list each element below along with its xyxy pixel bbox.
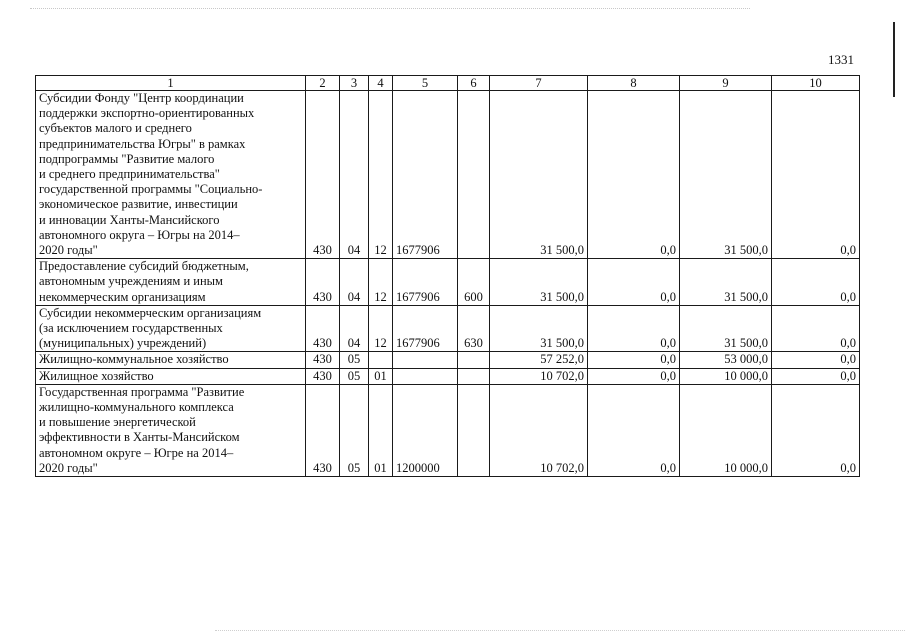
row-name-line: 2020 годы" — [39, 243, 98, 258]
subsection-cell: 01 — [369, 368, 393, 384]
amount-total-cell: 57 252,0 — [490, 352, 588, 368]
amount-col9-cell: 31 500,0 — [680, 259, 772, 306]
row-name-line: Государственная программа "Развитие — [39, 384, 245, 399]
amount-col8-cell: 0,0 — [588, 91, 680, 259]
column-header: 6 — [458, 76, 490, 91]
row-name-line: Предоставление субсидий бюджетным, — [39, 259, 249, 274]
subsection-cell: 12 — [369, 91, 393, 259]
kbk-admin-cell: 430 — [306, 384, 340, 476]
kbk-admin-cell: 430 — [306, 305, 340, 352]
section-cell: 04 — [340, 305, 369, 352]
row-name-line: автономном округе – Югре на 2014– — [39, 445, 234, 460]
subsection-cell: 12 — [369, 259, 393, 306]
column-header: 8 — [588, 76, 680, 91]
column-header: 5 — [393, 76, 458, 91]
table-row — [36, 91, 860, 259]
kbk-admin-cell: 430 — [306, 368, 340, 384]
amount-total-cell: 31 500,0 — [490, 305, 588, 352]
row-name-line: предпринимательства Югры" в рамках — [39, 136, 246, 151]
table-header-row — [36, 76, 860, 91]
row-name-cell — [36, 384, 306, 476]
expense-type-cell: 630 — [458, 305, 490, 352]
row-name-line: и среднего предпринимательства" — [39, 167, 220, 182]
column-header: 9 — [680, 76, 772, 91]
section-cell: 05 — [340, 368, 369, 384]
subsection-cell — [369, 352, 393, 368]
section-cell: 05 — [340, 384, 369, 476]
row-name-line: 2020 годы" — [39, 460, 98, 475]
amount-total-cell: 10 702,0 — [490, 384, 588, 476]
scan-artifact-top — [30, 8, 750, 10]
expense-type-cell — [458, 368, 490, 384]
row-name-line: автономного округа – Югры на 2014– — [39, 227, 240, 242]
row-name-line: субъектов малого и среднего — [39, 121, 192, 136]
row-name-line: Субсидии Фонду "Центр координации — [39, 91, 244, 105]
subsection-cell: 12 — [369, 305, 393, 352]
row-name-line: некоммерческим организациям — [39, 289, 206, 304]
section-cell: 05 — [340, 352, 369, 368]
amount-col8-cell: 0,0 — [588, 352, 680, 368]
row-name-line: Жилищное хозяйство — [39, 368, 154, 383]
row-name-cell — [36, 259, 306, 306]
expense-type-cell: 600 — [458, 259, 490, 306]
column-header: 1 — [36, 76, 306, 91]
amount-col10-cell: 0,0 — [772, 368, 860, 384]
column-header: 4 — [369, 76, 393, 91]
row-name-line: экономическое развитие, инвестиции — [39, 197, 238, 212]
target-item-cell — [393, 352, 458, 368]
amount-col9-cell: 31 500,0 — [680, 305, 772, 352]
kbk-admin-cell: 430 — [306, 352, 340, 368]
target-item-cell: 1677906 — [393, 91, 458, 259]
amount-col10-cell: 0,0 — [772, 352, 860, 368]
expense-type-cell — [458, 384, 490, 476]
table-row — [36, 384, 860, 476]
section-cell: 04 — [340, 259, 369, 306]
amount-col9-cell: 10 000,0 — [680, 384, 772, 476]
column-header: 10 — [772, 76, 860, 91]
row-name-cell — [36, 368, 306, 384]
amount-col9-cell: 31 500,0 — [680, 91, 772, 259]
page-edge-mark — [893, 22, 895, 97]
row-name-line: и повышение энергетической — [39, 415, 196, 430]
row-name-line: подпрограммы "Развитие малого — [39, 151, 215, 166]
amount-col8-cell: 0,0 — [588, 384, 680, 476]
expense-type-cell — [458, 352, 490, 368]
kbk-admin-cell: 430 — [306, 259, 340, 306]
amount-col9-cell: 10 000,0 — [680, 368, 772, 384]
row-name-line: Субсидии некоммерческим организациям — [39, 305, 262, 320]
row-name-line: Жилищно-коммунальное хозяйство — [39, 352, 229, 367]
column-header: 3 — [340, 76, 369, 91]
row-name-line: и инновации Ханты-Мансийского — [39, 212, 220, 227]
table-row — [36, 352, 860, 368]
budget-table — [35, 75, 860, 477]
row-name-line: государственной программы "Социально- — [39, 182, 263, 197]
row-name-line: (за исключением государственных — [39, 321, 223, 336]
row-name-line: эффективности в Ханты-Мансийском — [39, 430, 240, 445]
target-item-cell: 1677906 — [393, 259, 458, 306]
amount-col9-cell: 53 000,0 — [680, 352, 772, 368]
amount-col8-cell: 0,0 — [588, 259, 680, 306]
amount-col10-cell: 0,0 — [772, 91, 860, 259]
scan-artifact-bottom — [215, 630, 905, 632]
target-item-cell: 1677906 — [393, 305, 458, 352]
amount-col10-cell: 0,0 — [772, 384, 860, 476]
page-number: 1331 — [828, 52, 854, 67]
section-cell: 04 — [340, 91, 369, 259]
amount-total-cell: 10 702,0 — [490, 368, 588, 384]
target-item-cell — [393, 368, 458, 384]
amount-total-cell: 31 500,0 — [490, 259, 588, 306]
amount-col10-cell: 0,0 — [772, 259, 860, 306]
table-row — [36, 259, 860, 306]
expense-type-cell — [458, 91, 490, 259]
column-header: 7 — [490, 76, 588, 91]
table-row — [36, 368, 860, 384]
column-header: 2 — [306, 76, 340, 91]
amount-col8-cell: 0,0 — [588, 368, 680, 384]
table-row — [36, 305, 860, 352]
row-name-line: автономным учреждениям и иным — [39, 274, 223, 289]
row-name-line: жилищно-коммунального комплекса — [39, 400, 234, 415]
kbk-admin-cell: 430 — [306, 91, 340, 259]
amount-col10-cell: 0,0 — [772, 305, 860, 352]
row-name-cell — [36, 305, 306, 352]
amount-total-cell: 31 500,0 — [490, 91, 588, 259]
row-name-cell — [36, 91, 306, 259]
row-name-line: (муниципальных) учреждений) — [39, 336, 207, 351]
amount-col8-cell: 0,0 — [588, 305, 680, 352]
subsection-cell: 01 — [369, 384, 393, 476]
row-name-line: поддержки экспортно-ориентированных — [39, 106, 255, 121]
target-item-cell: 1200000 — [393, 384, 458, 476]
row-name-cell — [36, 352, 306, 368]
